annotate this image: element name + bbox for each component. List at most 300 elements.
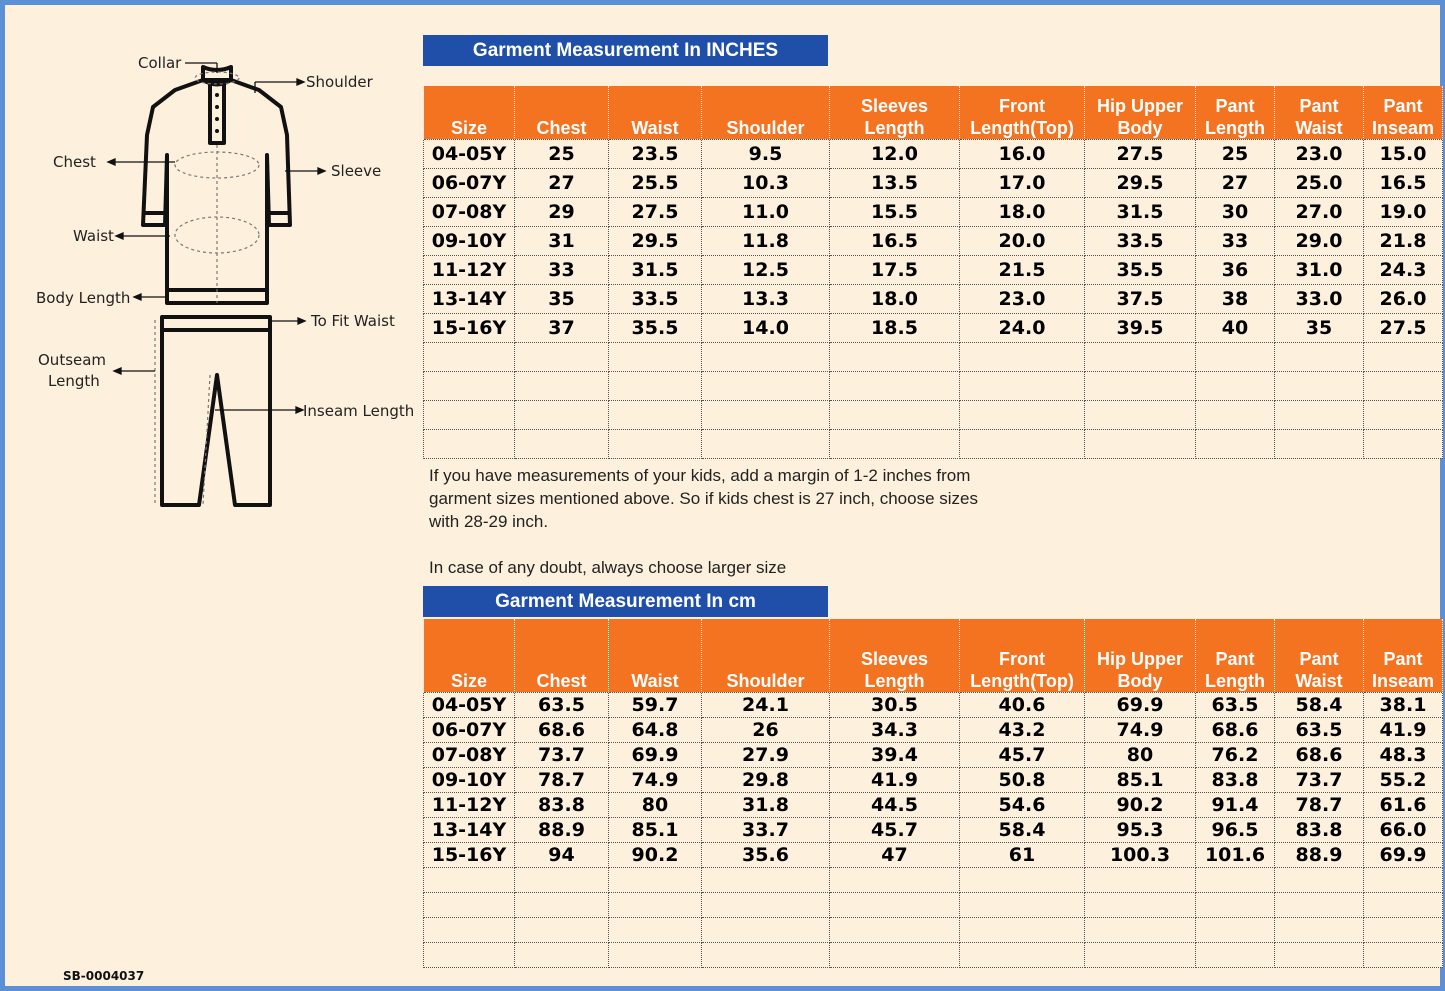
- empty-cell: [830, 400, 960, 429]
- column-header-line: Waist: [1295, 670, 1343, 691]
- column-header: [960, 86, 1085, 139]
- empty-cell: [1085, 917, 1196, 942]
- empty-row: [424, 429, 1443, 458]
- empty-cell: [1275, 400, 1364, 429]
- measurement-cell: 10.3: [702, 168, 830, 197]
- table-row: [424, 139, 1443, 168]
- column-header: [1364, 86, 1443, 139]
- measurement-cell: 61.6: [1364, 792, 1443, 817]
- size-cell: 07-08Y: [424, 742, 515, 767]
- column-header-line: Shoulder: [726, 670, 805, 691]
- empty-cell: [960, 867, 1085, 892]
- measurement-cell: 58.4: [1275, 692, 1364, 717]
- measurement-cell: 18.5: [830, 313, 960, 342]
- measurement-cell: 74.9: [609, 767, 702, 792]
- measurement-cell: 29.0: [1275, 226, 1364, 255]
- empty-cell: [609, 371, 702, 400]
- empty-row: [424, 892, 1443, 917]
- to-fit-waist-label: To Fit Waist: [311, 312, 395, 330]
- inches-size-table: [423, 86, 1443, 459]
- empty-cell: [1085, 892, 1196, 917]
- empty-cell: [424, 429, 515, 458]
- empty-cell: [609, 400, 702, 429]
- empty-cell: [960, 917, 1085, 942]
- measurement-cell: 88.9: [515, 817, 609, 842]
- measurement-cell: 34.3: [830, 717, 960, 742]
- column-header: [515, 619, 609, 692]
- empty-cell: [1364, 892, 1443, 917]
- measurement-cell: 44.5: [830, 792, 960, 817]
- empty-cell: [1196, 867, 1275, 892]
- measurement-cell: 15.0: [1364, 139, 1443, 168]
- measurement-cell: 30.5: [830, 692, 960, 717]
- waist-label: Waist: [73, 227, 114, 245]
- empty-cell: [1364, 342, 1443, 371]
- collar-label: Collar: [138, 54, 182, 72]
- empty-cell: [1196, 400, 1275, 429]
- measurement-cell: 25.0: [1275, 168, 1364, 197]
- column-header-line: Length: [1205, 670, 1265, 691]
- empty-cell: [1196, 429, 1275, 458]
- column-header: [1275, 619, 1364, 692]
- empty-cell: [424, 942, 515, 967]
- column-header: [1196, 619, 1275, 692]
- size-cell: 06-07Y: [424, 168, 515, 197]
- empty-cell: [1364, 400, 1443, 429]
- column-header-line: Length: [1205, 117, 1265, 138]
- measurement-cell: 35: [515, 284, 609, 313]
- measurement-cell: 61: [960, 842, 1085, 867]
- measurement-cell: 88.9: [1275, 842, 1364, 867]
- measurement-cell: 24.1: [702, 692, 830, 717]
- column-header-line: Body: [1117, 117, 1163, 138]
- empty-cell: [515, 400, 609, 429]
- size-cell: 09-10Y: [424, 767, 515, 792]
- measurement-cell: 31.5: [609, 255, 702, 284]
- measurement-cell: 27.5: [1364, 313, 1443, 342]
- measurement-cell: 64.8: [609, 717, 702, 742]
- measurement-cell: 94: [515, 842, 609, 867]
- measurement-cell: 27.5: [1085, 139, 1196, 168]
- note-line-3: with 28-29 inch.: [429, 512, 549, 531]
- empty-cell: [702, 400, 830, 429]
- measurement-cell: 83.8: [515, 792, 609, 817]
- measurement-cell: 50.8: [960, 767, 1085, 792]
- measurement-cell: 45.7: [830, 817, 960, 842]
- empty-cell: [1085, 429, 1196, 458]
- table-row: [424, 767, 1443, 792]
- column-header: [424, 86, 515, 139]
- column-header-line: [515, 95, 608, 117]
- column-header-line: Shoulder: [726, 117, 805, 138]
- measurement-cell: 33: [1196, 226, 1275, 255]
- outseam-label-line1: Outseam: [38, 351, 107, 369]
- measurement-cell: 69.9: [609, 742, 702, 767]
- inches-title: Garment Measurement In INCHES: [423, 35, 828, 66]
- size-cell: 07-08Y: [424, 197, 515, 226]
- measurement-cell: 73.7: [1275, 767, 1364, 792]
- empty-cell: [960, 400, 1085, 429]
- measurement-cell: 85.1: [1085, 767, 1196, 792]
- measurement-cell: 73.7: [515, 742, 609, 767]
- size-cell: 15-16Y: [424, 313, 515, 342]
- column-header: [609, 619, 702, 692]
- column-header-line: Size: [450, 117, 488, 138]
- empty-cell: [515, 429, 609, 458]
- sleeve-label: Sleeve: [331, 162, 382, 180]
- column-header-line: [609, 95, 701, 117]
- column-header-line: Inseam: [1371, 117, 1435, 138]
- column-header-line: [702, 648, 829, 670]
- empty-cell: [609, 942, 702, 967]
- column-header: [424, 619, 515, 692]
- shoulder-label: Shoulder: [306, 73, 373, 91]
- empty-cell: [1364, 429, 1443, 458]
- empty-cell: [609, 342, 702, 371]
- column-header-line: Pant: [1215, 648, 1255, 669]
- measurement-cell: 27: [515, 168, 609, 197]
- column-header-line: Size: [450, 670, 488, 691]
- measurement-cell: 63.5: [1196, 692, 1275, 717]
- measurement-cell: 16.5: [1364, 168, 1443, 197]
- measurement-cell: 100.3: [1085, 842, 1196, 867]
- measurement-cell: 31.5: [1085, 197, 1196, 226]
- measurement-cell: 68.6: [515, 717, 609, 742]
- empty-cell: [1085, 942, 1196, 967]
- table-row: [424, 313, 1443, 342]
- column-header-line: Pant: [1383, 95, 1423, 116]
- measurement-cell: 25: [515, 139, 609, 168]
- size-cell: 13-14Y: [424, 817, 515, 842]
- measurement-cell: 26.0: [1364, 284, 1443, 313]
- measurement-cell: 27.5: [609, 197, 702, 226]
- table-row: [424, 792, 1443, 817]
- column-header-line: [424, 95, 514, 117]
- empty-row: [424, 371, 1443, 400]
- empty-cell: [1085, 371, 1196, 400]
- measurement-cell: 35.5: [1085, 255, 1196, 284]
- empty-cell: [960, 429, 1085, 458]
- empty-cell: [609, 892, 702, 917]
- measurement-cell: 36: [1196, 255, 1275, 284]
- empty-row: [424, 342, 1443, 371]
- measurement-cell: 23.0: [1275, 139, 1364, 168]
- empty-cell: [830, 917, 960, 942]
- empty-cell: [702, 892, 830, 917]
- empty-cell: [424, 342, 515, 371]
- measurement-cell: 26: [702, 717, 830, 742]
- column-header-line: [424, 648, 514, 670]
- measurement-cell: 80: [609, 792, 702, 817]
- note-line-2: garment sizes mentioned above. So if kids chest is 27 inch, choose sizes: [429, 489, 979, 508]
- size-note: [429, 464, 1089, 579]
- kurta-pajama-illustration: [25, 45, 425, 525]
- measurement-cell: 23.0: [960, 284, 1085, 313]
- cm-size-table: [423, 619, 1443, 968]
- column-header-line: Chest: [536, 117, 587, 138]
- measurement-cell: 40: [1196, 313, 1275, 342]
- measurement-cell: 12.0: [830, 139, 960, 168]
- measurement-cell: 41.9: [830, 767, 960, 792]
- empty-cell: [702, 942, 830, 967]
- empty-cell: [830, 892, 960, 917]
- measurement-cell: 24.0: [960, 313, 1085, 342]
- column-header: [1364, 619, 1443, 692]
- column-header-line: Body: [1117, 670, 1163, 691]
- empty-cell: [702, 429, 830, 458]
- measurement-cell: 58.4: [960, 817, 1085, 842]
- column-header-line: Front: [999, 95, 1045, 116]
- measurement-cell: 16.5: [830, 226, 960, 255]
- measurement-cell: 27.9: [702, 742, 830, 767]
- measurement-cell: 16.0: [960, 139, 1085, 168]
- empty-cell: [424, 892, 515, 917]
- empty-cell: [1364, 917, 1443, 942]
- measurement-cell: 40.6: [960, 692, 1085, 717]
- measurement-cell: 33: [515, 255, 609, 284]
- column-header-line: [702, 95, 829, 117]
- empty-cell: [515, 342, 609, 371]
- empty-cell: [830, 342, 960, 371]
- table-row: [424, 717, 1443, 742]
- measurement-cell: 38.1: [1364, 692, 1443, 717]
- empty-cell: [424, 917, 515, 942]
- column-header-line: Length: [864, 670, 925, 691]
- product-code: SB-0004037: [63, 969, 145, 983]
- table-row: [424, 255, 1443, 284]
- column-header-line: Hip Upper: [1096, 95, 1183, 116]
- column-header-line: Pant: [1383, 648, 1423, 669]
- empty-cell: [515, 942, 609, 967]
- cm-title: Garment Measurement In cm: [423, 586, 828, 617]
- empty-cell: [424, 867, 515, 892]
- empty-cell: [609, 867, 702, 892]
- empty-cell: [702, 342, 830, 371]
- measurement-cell: 29.8: [702, 767, 830, 792]
- measurement-cell: 12.5: [702, 255, 830, 284]
- measurement-cell: 68.6: [1275, 742, 1364, 767]
- measurement-cell: 27: [1196, 168, 1275, 197]
- measurement-cell: 78.7: [515, 767, 609, 792]
- measurement-cell: 9.5: [702, 139, 830, 168]
- column-header: [830, 619, 960, 692]
- note-line-4: In case of any doubt, always choose larger size: [429, 558, 787, 577]
- empty-cell: [830, 371, 960, 400]
- measurement-cell: 96.5: [1196, 817, 1275, 842]
- empty-cell: [609, 429, 702, 458]
- measurement-cell: 39.4: [830, 742, 960, 767]
- size-cell: 09-10Y: [424, 226, 515, 255]
- measurement-cell: 31.8: [702, 792, 830, 817]
- empty-row: [424, 917, 1443, 942]
- empty-cell: [424, 400, 515, 429]
- empty-cell: [1085, 400, 1196, 429]
- empty-cell: [830, 867, 960, 892]
- column-header: [1085, 619, 1196, 692]
- measurement-cell: 39.5: [1085, 313, 1196, 342]
- column-header-line: Front: [999, 648, 1045, 669]
- table-row: [424, 168, 1443, 197]
- measurement-cell: 25.5: [609, 168, 702, 197]
- empty-cell: [515, 892, 609, 917]
- size-cell: 04-05Y: [424, 139, 515, 168]
- table-row: [424, 692, 1443, 717]
- measurement-cell: 38: [1196, 284, 1275, 313]
- chest-label: Chest: [53, 153, 96, 171]
- column-header-line: Pant: [1299, 648, 1339, 669]
- empty-cell: [515, 371, 609, 400]
- note-line-1: If you have measurements of your kids, add a margin of 1-2 inches from: [429, 466, 971, 485]
- column-header-line: Chest: [536, 670, 587, 691]
- measurement-cell: 90.2: [1085, 792, 1196, 817]
- empty-cell: [1275, 917, 1364, 942]
- measurement-cell: 78.7: [1275, 792, 1364, 817]
- empty-cell: [1196, 917, 1275, 942]
- measurement-cell: 18.0: [830, 284, 960, 313]
- empty-cell: [1275, 342, 1364, 371]
- measurement-cell: 29: [515, 197, 609, 226]
- column-header-line: Hip Upper: [1096, 648, 1183, 669]
- measurement-cell: 13.5: [830, 168, 960, 197]
- empty-cell: [960, 942, 1085, 967]
- measurement-cell: 33.0: [1275, 284, 1364, 313]
- measurement-cell: 63.5: [515, 692, 609, 717]
- size-cell: 13-14Y: [424, 284, 515, 313]
- size-cell: 04-05Y: [424, 692, 515, 717]
- measurement-cell: 83.8: [1196, 767, 1275, 792]
- measurement-cell: 30: [1196, 197, 1275, 226]
- measurement-cell: 91.4: [1196, 792, 1275, 817]
- empty-cell: [702, 917, 830, 942]
- column-header-line: [609, 648, 701, 670]
- measurement-cell: 80: [1085, 742, 1196, 767]
- measurement-cell: 11.8: [702, 226, 830, 255]
- empty-cell: [1364, 867, 1443, 892]
- empty-cell: [1196, 892, 1275, 917]
- size-cell: 15-16Y: [424, 842, 515, 867]
- measurement-cell: 43.2: [960, 717, 1085, 742]
- measurement-cell: 59.7: [609, 692, 702, 717]
- empty-cell: [609, 917, 702, 942]
- table-row: [424, 842, 1443, 867]
- header-row: [424, 619, 1443, 692]
- measurement-cell: 55.2: [1364, 767, 1443, 792]
- measurement-cell: 21.5: [960, 255, 1085, 284]
- empty-cell: [1196, 342, 1275, 371]
- measurement-cell: 11.0: [702, 197, 830, 226]
- column-header-line: Sleeves: [860, 95, 929, 116]
- empty-cell: [960, 371, 1085, 400]
- table-row: [424, 817, 1443, 842]
- measurement-cell: 31: [515, 226, 609, 255]
- empty-cell: [1085, 867, 1196, 892]
- empty-row: [424, 942, 1443, 967]
- empty-cell: [960, 892, 1085, 917]
- column-header-line: [515, 648, 608, 670]
- empty-cell: [1275, 892, 1364, 917]
- empty-cell: [1196, 942, 1275, 967]
- measurement-cell: 14.0: [702, 313, 830, 342]
- empty-cell: [960, 342, 1085, 371]
- size-cell: 11-12Y: [424, 792, 515, 817]
- empty-cell: [515, 867, 609, 892]
- table-row: [424, 742, 1443, 767]
- measurement-cell: 33.5: [609, 284, 702, 313]
- size-cell: 06-07Y: [424, 717, 515, 742]
- empty-cell: [515, 917, 609, 942]
- measurement-cell: 37.5: [1085, 284, 1196, 313]
- measurement-cell: 47: [830, 842, 960, 867]
- measurement-cell: 76.2: [1196, 742, 1275, 767]
- measurement-cell: 37: [515, 313, 609, 342]
- measurement-cell: 33.5: [1085, 226, 1196, 255]
- column-header: [702, 86, 830, 139]
- empty-cell: [702, 867, 830, 892]
- measurement-cell: 27.0: [1275, 197, 1364, 226]
- measurement-cell: 66.0: [1364, 817, 1443, 842]
- table-row: [424, 197, 1443, 226]
- size-cell: 11-12Y: [424, 255, 515, 284]
- column-header: [960, 619, 1085, 692]
- empty-cell: [1196, 371, 1275, 400]
- column-header-line: Waist: [631, 670, 679, 691]
- measurement-cell: 24.3: [1364, 255, 1443, 284]
- empty-cell: [424, 371, 515, 400]
- measurement-cell: 31.0: [1275, 255, 1364, 284]
- empty-cell: [830, 429, 960, 458]
- empty-cell: [1364, 371, 1443, 400]
- column-header: [830, 86, 960, 139]
- body-length-label: Body Length: [36, 289, 131, 307]
- empty-cell: [1275, 867, 1364, 892]
- measurement-cell: 33.7: [702, 817, 830, 842]
- measurement-cell: 23.5: [609, 139, 702, 168]
- column-header-line: Waist: [631, 117, 679, 138]
- table-row: [424, 226, 1443, 255]
- measurement-cell: 15.5: [830, 197, 960, 226]
- column-header-line: Length(Top): [970, 117, 1074, 138]
- measurement-cell: 17.0: [960, 168, 1085, 197]
- measurement-cell: 90.2: [609, 842, 702, 867]
- measurement-cell: 69.9: [1085, 692, 1196, 717]
- column-header-line: Length(Top): [970, 670, 1074, 691]
- column-header: [1196, 86, 1275, 139]
- measurement-cell: 29.5: [1085, 168, 1196, 197]
- empty-row: [424, 867, 1443, 892]
- empty-cell: [1364, 942, 1443, 967]
- measurement-cell: 54.6: [960, 792, 1085, 817]
- column-header-line: Pant: [1299, 95, 1339, 116]
- measurement-cell: 29.5: [609, 226, 702, 255]
- column-header-line: Sleeves: [860, 648, 929, 669]
- measurement-cell: 45.7: [960, 742, 1085, 767]
- measurement-cell: 74.9: [1085, 717, 1196, 742]
- empty-cell: [1085, 342, 1196, 371]
- empty-cell: [702, 371, 830, 400]
- column-header: [515, 86, 609, 139]
- column-header-line: Pant: [1215, 95, 1255, 116]
- measurement-cell: 95.3: [1085, 817, 1196, 842]
- measurement-cell: 35.6: [702, 842, 830, 867]
- measurement-cell: 63.5: [1275, 717, 1364, 742]
- measurement-cell: 21.8: [1364, 226, 1443, 255]
- measurement-cell: 69.9: [1364, 842, 1443, 867]
- table-row: [424, 284, 1443, 313]
- garment-diagram: [25, 45, 425, 525]
- measurement-cell: 48.3: [1364, 742, 1443, 767]
- measurement-cell: 19.0: [1364, 197, 1443, 226]
- measurement-cell: 17.5: [830, 255, 960, 284]
